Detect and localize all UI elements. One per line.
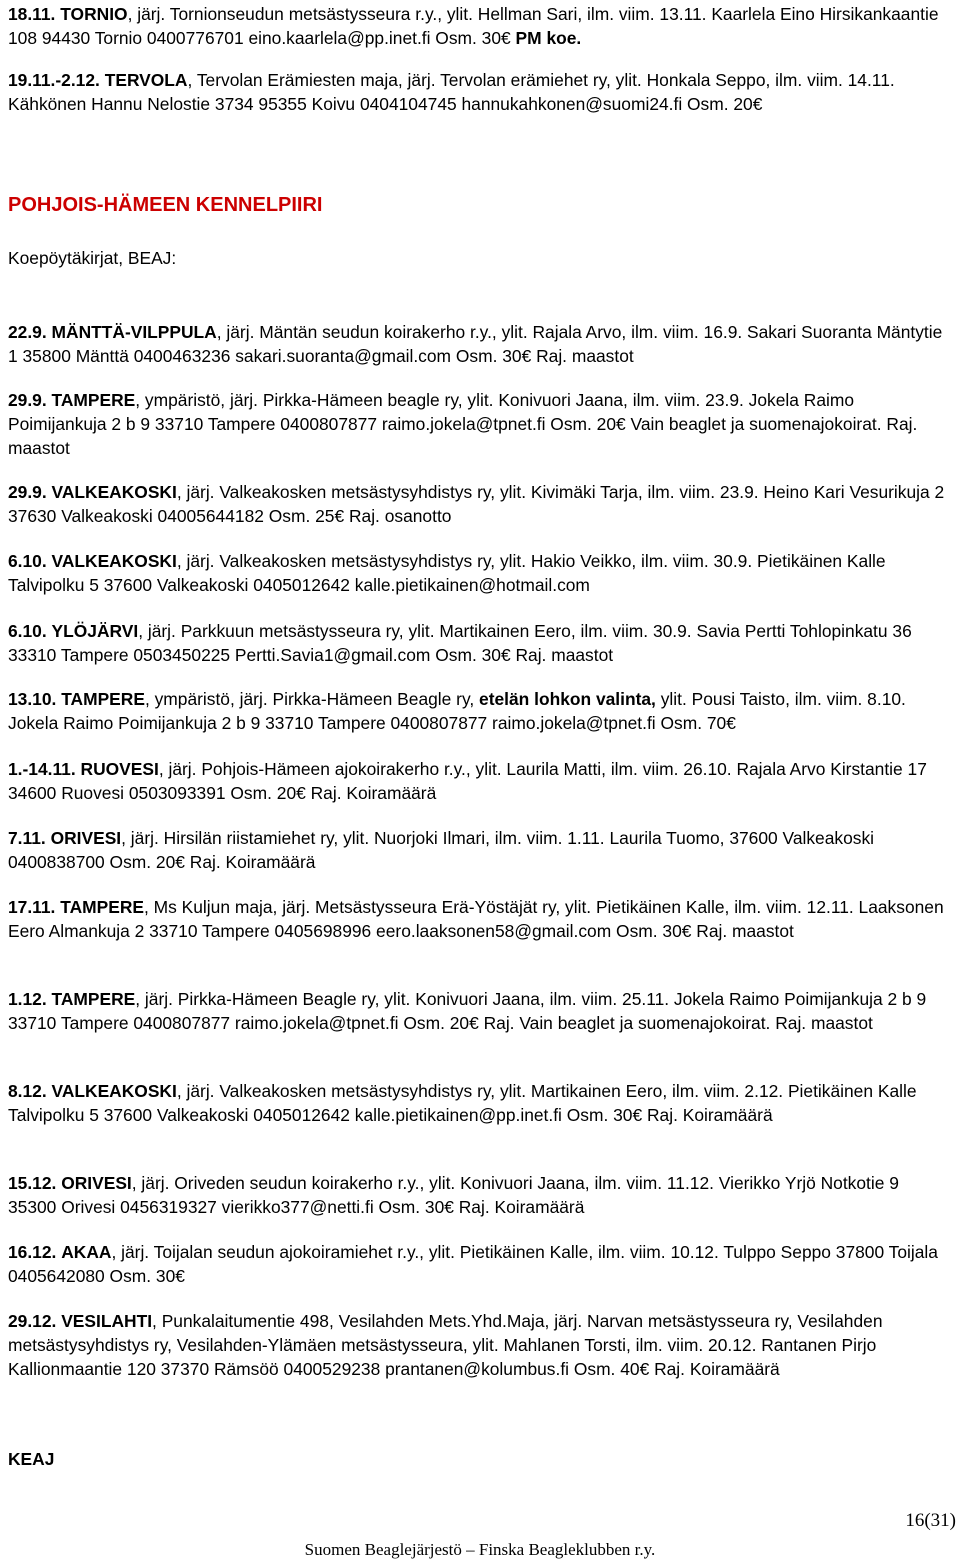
entry-valkeakoski-1 — [8, 480, 948, 528]
section-title: POHJOIS-HÄMEEN KENNELPIIRI — [8, 194, 323, 216]
entry-place: YLÖJÄRVI — [51, 621, 139, 641]
entry-text: , järj. Parkkuun metsästysseura ry, ylit. Martikainen Eero, ilm. viim. 30.9. Savia Pertti Tohlopinkatu 36 33310 Tampere 0503450225 Pertti.Savia1@gmail.com Osm. 30€ Raj. maastot — [8, 621, 912, 665]
entry-text: , ympäristö, järj. Pirkka-Hämeen Beagle ry, — [144, 689, 475, 709]
entry-text: , Ms Kuljun maja, järj. Metsästysseura Erä-Yöstäjät ry, ylit. Pietikäinen Kalle, ilm. viim. 12.11. Laaksonen Eero Almankuja 2 33710 Tampere 0405698996 eero.laaksonen58@gmail.com Osm. 30€ Raj. maastot — [8, 897, 944, 941]
entry-text: , järj. Oriveden seudun koirakerho r.y., ylit. Konivuori Jaana, ilm. viim. 11.12. Vierikko Yrjö Notkotie 9 35300 Orivesi 0456319327 vierikko377@netti.fi Osm. 30€ Raj. Koiramäärä — [8, 1173, 899, 1217]
entry-place: AKAA — [61, 1242, 112, 1262]
entry-tampere-4 — [8, 987, 948, 1035]
entry-date: 29.9. — [8, 390, 47, 410]
entry-date: 7.11. — [8, 828, 46, 848]
entry-tornio — [8, 2, 948, 50]
entry-date: 15.12. — [8, 1173, 57, 1193]
entry-valkeakoski-3 — [8, 1079, 948, 1127]
entry-date: 13.10. — [8, 689, 57, 709]
entry-date: 8.12. — [8, 1081, 47, 1101]
entry-place: MÄNTTÄ-VILPPULA — [51, 322, 217, 342]
entry-tampere-2 — [8, 687, 948, 735]
entry-text: , järj. Valkeakosken metsästysyhdistys ry, ylit. Hakio Veikko, ilm. viim. 30.9. Pietikäinen Kalle Talvipolku 5 37600 Valkeakoski 0405012642 kalle.pietikainen@hotmail.com — [8, 551, 886, 595]
entry-ruovesi — [8, 757, 948, 805]
entry-text: , Punkalaitumentie 498, Vesilahden Mets.Yhd.Maja, järj. Narvan metsästysseura ry, Vesilahden metsästysyhdistys ry, Vesilahden-Ylämäen metsästysseura, ylit. Mahlanen Torsti, ilm. viim. 20.12. Rantanen Pirjo Kallionmaantie 120 37370 Rämsöö 0400529238 prantanen@kolumbus.fi Osm. 40€ Raj. Koiramäärä — [8, 1311, 883, 1379]
page-number: 16(31) — [905, 1510, 956, 1531]
entry-date: 1.12. — [8, 989, 47, 1009]
entry-date: 18.11. — [8, 4, 56, 24]
entry-text: , järj. Hirsilän riistamiehet ry, ylit. Nuorjoki Ilmari, ilm. viim. 1.11. Laurila Tuomo, 37600 Valkeakoski 0400838700 Osm. 20€ Raj. Koiramäärä — [8, 828, 875, 872]
entry-tampere-1 — [8, 388, 948, 460]
entry-place: TERVOLA — [104, 70, 188, 90]
entry-place: TAMPERE — [51, 989, 136, 1009]
entry-place: RUOVESI — [80, 759, 159, 779]
entry-valkeakoski-2 — [8, 549, 948, 597]
entry-place: VESILAHTI — [61, 1311, 153, 1331]
entry-date: 6.10. — [8, 621, 47, 641]
keaj-heading: KEAJ — [8, 1449, 55, 1469]
entry-orivesi-2 — [8, 1171, 948, 1219]
entry-vesilahti — [8, 1309, 948, 1381]
entry-text: , järj. Valkeakosken metsästysyhdistys ry, ylit. Kivimäki Tarja, ilm. viim. 23.9. Heino Kari Vesurikuja 2 37630 Valkeakoski 04005644182 Osm. 25€ Raj. osanotto — [8, 482, 945, 526]
entry-place: VALKEAKOSKI — [51, 482, 177, 502]
entry-ylojarvi — [8, 619, 948, 667]
entry-tampere-3 — [8, 895, 948, 943]
entry-text: , järj. Pirkka-Hämeen Beagle ry, ylit. Konivuori Jaana, ilm. viim. 25.11. Jokela Raimo Poimijankuja 2 b 9 33710 Tampere 0400807877 raimo.jokela@tpnet.fi Osm. 20€ Raj. Vain beaglet ja suomenajokoirat. Raj. maastot — [8, 989, 927, 1033]
entry-date: 22.9. — [8, 322, 47, 342]
entry-date: 17.11. — [8, 897, 56, 917]
section-subtitle: Koepöytäkirjat, BEAJ: — [8, 248, 177, 268]
entry-extra: PM koe. — [515, 28, 582, 48]
entry-place: TAMPERE — [60, 897, 144, 917]
entry-text: , järj. Pohjois-Hämeen ajokoirakerho r.y., ylit. Laurila Matti, ilm. viim. 26.10. Rajala Arvo Kirstantie 17 34600 Ruovesi 0503093391 Osm. 20€ Raj. Koiramäärä — [8, 759, 927, 803]
entry-text: , järj. Valkeakosken metsästysyhdistys ry, ylit. Martikainen Eero, ilm. viim. 2.12. Pietikäinen Kalle Talvipolku 5 37600 Valkeakoski 0405012642 kalle.pietikainen@pp.inet.fi Osm. 30€ Raj. Koiramäärä — [8, 1081, 917, 1125]
entry-mantta — [8, 320, 948, 368]
entry-tervola — [8, 68, 948, 116]
entry-text: , Tervolan Erämiesten maja, järj. Tervolan erämiehet ry, ylit. Honkala Seppo, ilm. viim. 14.11. Kähkönen Hannu Nelostie 3734 95355 Koivu 0404104745 hannukahkonen@suomi24.fi Osm. 20€ — [8, 70, 895, 114]
entry-place: ORIVESI — [50, 828, 122, 848]
entry-date: 16.12. — [8, 1242, 57, 1262]
entry-orivesi-1 — [8, 826, 948, 874]
entry-place: TAMPERE — [61, 689, 145, 709]
entry-bold-note: etelän lohkon valinta, — [474, 689, 656, 709]
page-footer: Suomen Beaglejärjestö – Finska Beagleklubben r.y. — [304, 1540, 656, 1559]
entry-date: 29.12. — [8, 1311, 57, 1331]
entry-place: VALKEAKOSKI — [51, 1081, 177, 1101]
entry-date: 19.11.-2.12. — [8, 70, 100, 90]
entry-date: 6.10. — [8, 551, 47, 571]
entry-place: TORNIO — [60, 4, 128, 24]
entry-text: , ympäristö, järj. Pirkka-Hämeen beagle ry, ylit. Konivuori Jaana, ilm. viim. 23.9. Jokela Raimo Poimijankuja 2 b 9 33710 Tampere 0400807877 raimo.jokela@tpnet.fi Osm. 20€ Vain beaglet ja suomenajokoirat. Raj. maastot — [8, 390, 918, 458]
entry-akaa — [8, 1240, 948, 1288]
entry-date: 1.-14.11. — [8, 759, 76, 779]
entry-text-continued: ylit. Pousi Taisto, ilm. viim. 8.10. Jokela Raimo Poimijankuja 2 b 9 33710 Tampere 0400807877 raimo.jokela@tpnet.fi Osm. 70€ — [8, 689, 906, 733]
entry-place: ORIVESI — [61, 1173, 132, 1193]
entry-text: , järj. Mäntän seudun koirakerho r.y., ylit. Rajala Arvo, ilm. viim. 16.9. Sakari Suoranta Mäntytie 1 35800 Mänttä 0400463236 sakari.suoranta@gmail.com Osm. 30€ Raj. maastot — [8, 322, 943, 366]
entry-place: TAMPERE — [51, 390, 136, 410]
entry-place: VALKEAKOSKI — [51, 551, 177, 571]
entry-text: , järj. Tornionseudun metsästysseura r.y., ylit. Hellman Sari, ilm. viim. 13.11. Kaarlela Eino Hirsikankaantie 108 94430 Tornio 0400776701 eino.kaarlela@pp.inet.fi Osm. 30€ — [8, 4, 939, 48]
entry-text: , järj. Toijalan seudun ajokoiramiehet r.y., ylit. Pietikäinen Kalle, ilm. viim. 10.12. Tulppo Seppo 37800 Toijala 0405642080 Osm. 30€ — [8, 1242, 938, 1286]
entry-date: 29.9. — [8, 482, 47, 502]
